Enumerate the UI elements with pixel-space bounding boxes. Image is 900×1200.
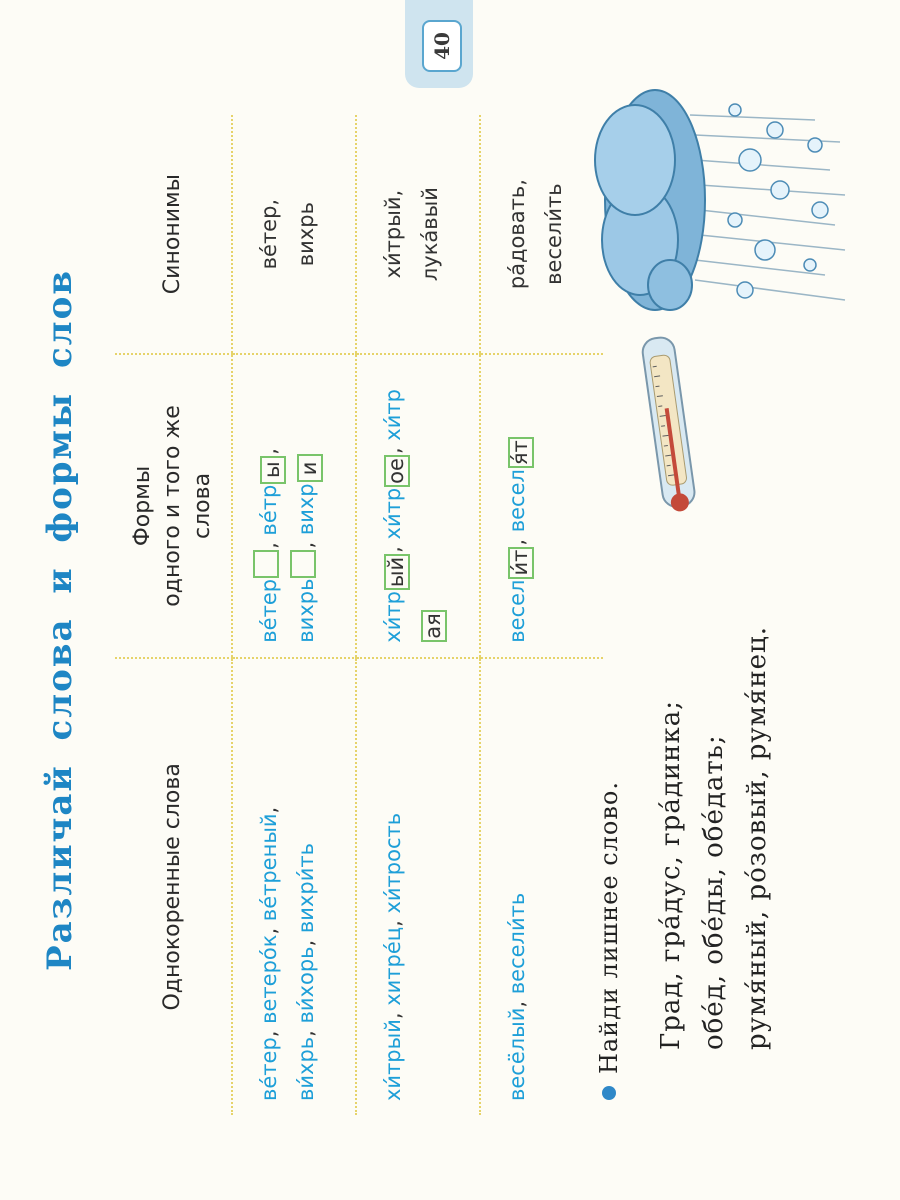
header-synonyms: Синонимы — [115, 115, 232, 354]
hail-cloud-icon — [575, 80, 855, 320]
related-words-cell: ве́тер, ветеро́к, ве́треный, ви́хрь, ви́хорь, вихри́ть — [232, 658, 356, 1115]
ending-box: и — [297, 454, 323, 482]
table-header-row — [115, 115, 232, 1115]
synonyms-cell: ра́довать, весели́ть — [480, 115, 603, 354]
ending-box — [253, 550, 279, 578]
exercise-words — [650, 626, 779, 1050]
ending-box: ы — [260, 456, 286, 484]
exercise-line: Град, гра́дус, гра́динка; — [656, 699, 686, 1050]
header-word-forms: Формы одного и того же слова — [115, 354, 232, 657]
ending-box: ая — [421, 610, 447, 642]
synonyms-cell: хи́трый, лука́вый — [356, 115, 480, 354]
related-words-cell: хи́трый, хитре́ц, хи́трость — [356, 658, 480, 1115]
exercise-line: обе́д, обе́ды, обе́дать; — [698, 734, 729, 1050]
page-number: 40 — [422, 20, 462, 72]
ending-box — [290, 550, 316, 578]
table-row — [356, 115, 480, 1115]
bullet-icon — [602, 1086, 616, 1100]
related-words-cell: весёлый, весели́ть — [480, 658, 603, 1115]
exercise-instruction: Найди лишнее слово. — [595, 781, 623, 1100]
table-row — [232, 115, 356, 1115]
ending-box: ое — [384, 455, 410, 487]
header-related-words: Однокоренные слова — [160, 763, 186, 1011]
ending-box: я́т — [508, 437, 534, 468]
ending-box: и́т — [508, 547, 534, 579]
word-forms-cell: хи́трый, хи́трое, хи́трая — [356, 354, 480, 657]
thermometer-icon — [625, 325, 715, 525]
page-title: Различай слова и формы слов — [40, 269, 80, 971]
word-forms-cell: весели́т, веселя́т — [480, 354, 603, 657]
word-forms-cell: ве́тер, ве́тры, вихрь, вихри — [232, 354, 356, 657]
ending-box: ый — [384, 554, 410, 590]
exercise-line: румя́ный, ро́зовый, румя́нец. — [741, 625, 772, 1050]
synonyms-cell: ве́тер, вихрь — [232, 115, 356, 354]
word-table — [115, 115, 603, 1115]
